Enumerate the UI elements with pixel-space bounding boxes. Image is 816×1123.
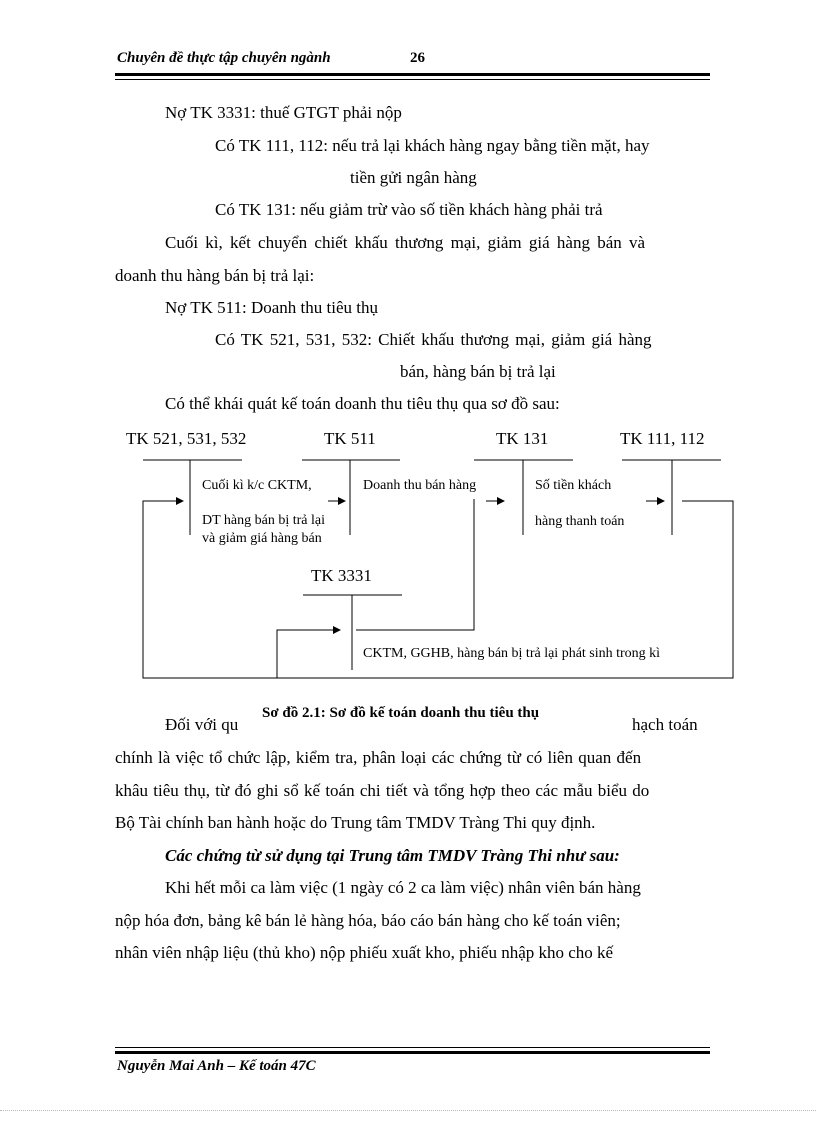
body-line: chính là việc tổ chức lập, kiểm tra, phân loại các chứng từ có liên quan đến [115,748,642,767]
diagram-text-ck2: DT hàng bán bị trả lại [202,513,325,528]
body-line: Khi hết mỗi ca làm việc (1 ngày có 2 ca làm việc) nhân viên bán hàng [165,878,641,897]
header-title: Chuyên đề thực tập chuyên ngành [117,50,331,66]
body-line: doanh thu hàng bán bị trả lại: [115,266,315,285]
body-line: bán, hàng bán bị trả lại [400,362,556,381]
diagram-text-ck3: và giảm giá hàng bán [202,531,322,546]
body-line: Bộ Tài chính ban hành hoặc do Trung tâm TMDV Tràng Thi quy định. [115,813,596,832]
diagram-text-st2: hàng thanh toán [535,514,625,529]
page-edge-dots [0,1110,816,1111]
body-line: Có TK 111, 112: nếu trả lại khách hàng ngay bằng tiền mặt, hay [215,136,650,155]
body-line: Nợ TK 511: Doanh thu tiêu thụ [165,298,378,317]
footer-author: Nguyễn Mai Anh – Kế toán 47C [117,1058,316,1074]
account-tk521: TK 521, 531, 532 [126,429,247,448]
diagram-text-dt: Doanh thu bán hàng [363,478,477,493]
diagram-text-st1: Số tiền khách [535,478,612,493]
account-tk3331: TK 3331 [311,566,372,585]
page-number: 26 [410,50,425,66]
diagram-caption: Sơ đồ 2.1: Sơ đồ kế toán doanh thu tiêu thụ [258,705,543,722]
account-tk131: TK 131 [496,429,549,448]
footer-rule-thick [115,1051,710,1054]
body-line: Có TK 521, 531, 532: Chiết khấu thương mại, giảm giá hàng [215,330,652,349]
body-line: tiền gửi ngân hàng [350,168,477,187]
body-line: nộp hóa đơn, bảng kê bán lẻ hàng hóa, báo cáo bán hàng cho kế toán viên; [115,911,621,930]
body-line: Đối với qu [165,715,239,734]
body-line: Cuối kì, kết chuyển chiết khấu thương mại, giảm giá hàng bán và [165,233,646,252]
section-heading: Các chứng từ sử dụng tại Trung tâm TMDV Tràng Thi như sau: [165,846,620,865]
body-line: hạch toán [632,715,698,734]
diagram-text-ck1: Cuối kì k/c CKTM, [202,478,312,493]
body-line: khâu tiêu thụ, từ đó ghi sổ kế toán chi tiết và tổng hợp theo các mẫu biểu do [115,781,650,800]
body-line: nhân viên nhập liệu (thủ kho) nộp phiếu xuất kho, phiếu nhập kho cho kế [115,943,614,962]
body-line: Có thể khái quát kế toán doanh thu tiêu thụ qua sơ đồ sau: [165,394,560,413]
diagram-text-ps: CKTM, GGHB, hàng bán bị trả lại phát sinh trong kì [363,646,661,661]
body-line: Nợ TK 3331: thuế GTGT phải nộp [165,103,402,122]
body-line: Có TK 131: nếu giảm trừ vào số tiền khách hàng phải trả [215,200,603,219]
footer-rule-thin [115,1047,710,1048]
account-tk111: TK 111, 112 [620,429,705,448]
account-tk511: TK 511 [324,429,376,448]
